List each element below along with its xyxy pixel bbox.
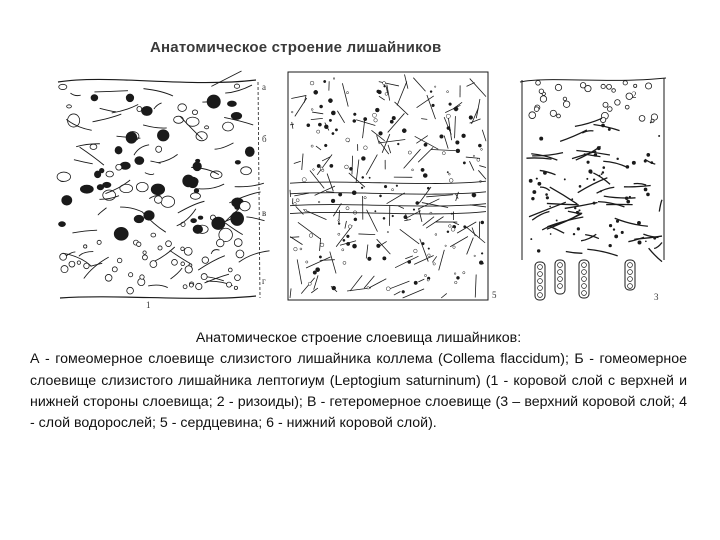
panel-b-label-5: 5 — [492, 290, 497, 300]
slide-heading: Анатомическое строение лишайников — [150, 39, 442, 56]
caption-title: Анатомическое строение слоевища лишайников: — [195, 330, 522, 346]
panel-a-label-v: в — [262, 208, 267, 218]
figure-caption — [30, 328, 687, 434]
caption-body: А - гомеомерное слоевище слизистого лишайника коллема (Collema flaccidum); Б - гомеомерное слоевище слизистого лишайника лептогиум (Leptogium saturninum) (1 - коровой слой с верхней и нижней стороны слоевища; 2 - ризоиды); В - гетеромерное слоевище (3 – верхний коровой слой; 4 - слой водорослей; 5 - сердцевина; 6 - нижний коровой слой). — [30, 351, 687, 432]
panel-b-drawing — [288, 72, 488, 300]
panel-a-drawing — [57, 71, 269, 298]
panel-a-label-b: б — [262, 134, 267, 144]
panel-c-drawing — [520, 78, 666, 300]
panel-c-label-3: 3 — [654, 292, 659, 302]
panel-a-label-a: а — [262, 82, 266, 92]
panel-a-label-1: 1 — [146, 300, 151, 310]
panel-a-label-g: г — [262, 276, 266, 286]
panel-c-label-2: 2 — [632, 90, 637, 100]
lichen-anatomy-figure — [48, 62, 678, 312]
